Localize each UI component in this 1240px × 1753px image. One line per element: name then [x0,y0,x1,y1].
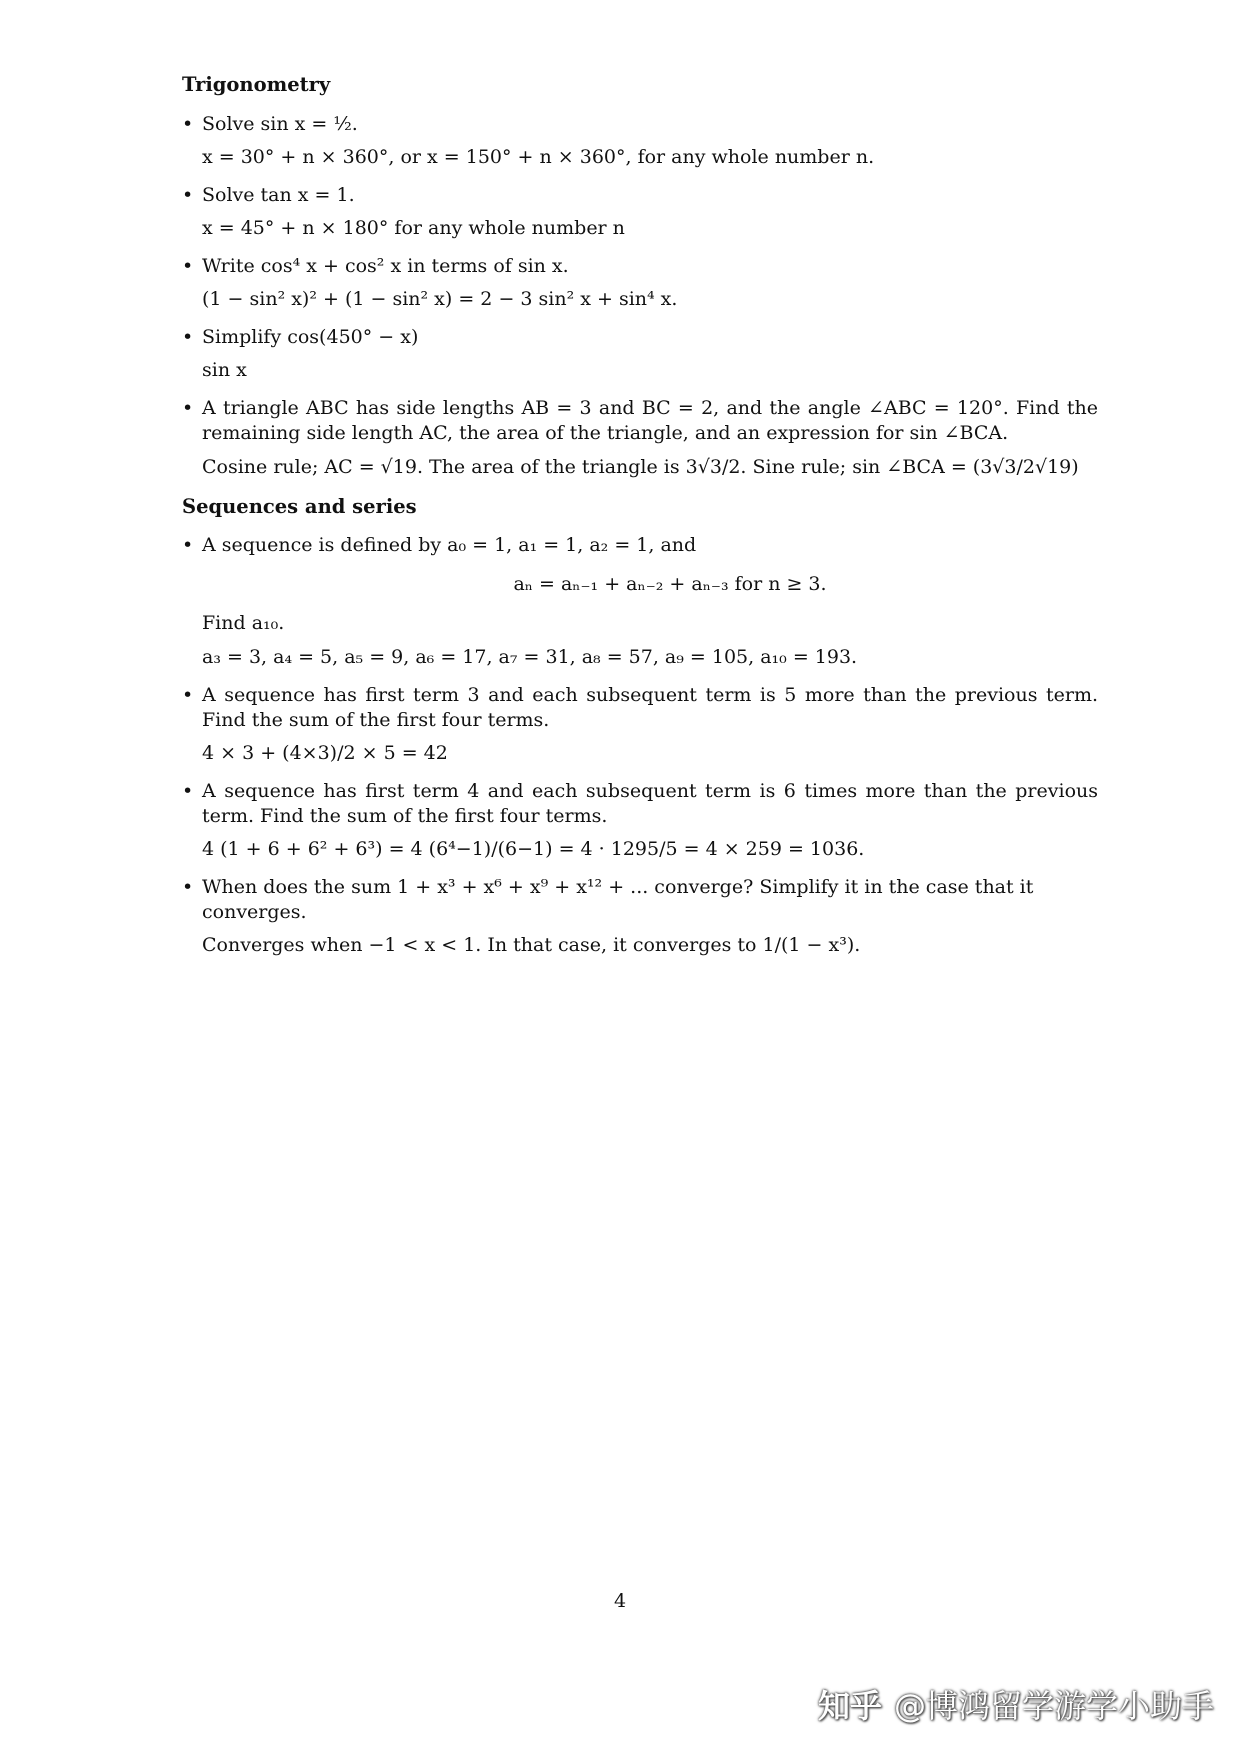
answer-text: x = 30° + n × 360°, or x = 150° + n × 360°, for any whole number n. [202,145,875,168]
answer-text: x = 45° + n × 180° for any whole number n [202,216,625,239]
question-text: • A sequence has first term 3 and each subsequent term is 5 more than the previous term. Find the sum of the first four terms. [202,683,1098,731]
list-item [182,183,1098,241]
display-equation: aₙ = aₙ₋₁ + aₙ₋₂ + aₙ₋₃ for n ≥ 3. [513,573,827,596]
question-text: • Solve tan x = 1. [202,183,355,206]
answer-text: Cosine rule; AC = √19. The area of the triangle is 3√3/2. Sine rule; sin ∠BCA = (3√3/2√19) [202,455,1079,478]
question-text: Find a₁₀. [202,612,285,635]
question-text: • Solve sin x = ½. [202,112,358,135]
list-item [182,533,1098,669]
list-item [182,779,1098,862]
question-text: • A triangle ABC has side lengths AB = 3 and BC = 2, and the angle ∠ABC = 120°. Find the remaining side length AC, the area of the triangle, and an expression for sin ∠BCA. [202,397,1098,445]
answer-text: (1 − sin² x)² + (1 − sin² x) = 2 − 3 sin² x + sin⁴ x. [202,288,678,311]
document-page [182,72,1098,971]
answer-text: sin x [202,359,247,382]
question-text: • A sequence has first term 4 and each subsequent term is 6 times more than the previous term. Find the sum of the first four terms. [202,779,1098,827]
section-heading-trigonometry: Trigonometry [182,73,331,96]
answer-text: 4 × 3 + (4×3)/2 × 5 = 42 [202,741,448,764]
watermark-text: @博鸿留学游学小助手 [893,1687,1214,1725]
question-text: • A sequence is defined by a₀ = 1, a₁ = 1, a₂ = 1, and [202,534,697,557]
zhihu-logo: 知乎 [817,1687,882,1725]
sequences-list [182,533,1098,958]
section-heading-sequences: Sequences and series [182,494,417,518]
list-item [182,683,1098,766]
list-item [182,254,1098,312]
question-text: • Simplify cos(450° − x) [202,326,419,349]
trigonometry-list [182,112,1098,480]
answer-text: 4 (1 + 6 + 6² + 6³) = 4 (6⁴−1)/(6−1) = 4 · 1295/5 = 4 × 259 = 1036. [202,838,865,861]
list-item [182,325,1098,383]
question-text: • When does the sum 1 + x³ + x⁶ + x⁹ + x¹² + ... converge? Simplify it in the case that it converges. [202,876,1034,924]
answer-text: Converges when −1 < x < 1. In that case, it converges to 1/(1 − x³). [202,934,861,957]
page-number: 4 [613,1590,627,1612]
list-item [182,112,1098,170]
answer-text: a₃ = 3, a₄ = 5, a₅ = 9, a₆ = 17, a₇ = 31, a₈ = 57, a₉ = 105, a₁₀ = 193. [202,645,858,668]
list-item [182,396,1098,479]
list-item [182,875,1098,958]
question-text: • Write cos⁴ x + cos² x in terms of sin x. [202,255,569,278]
watermark [818,1681,1214,1727]
